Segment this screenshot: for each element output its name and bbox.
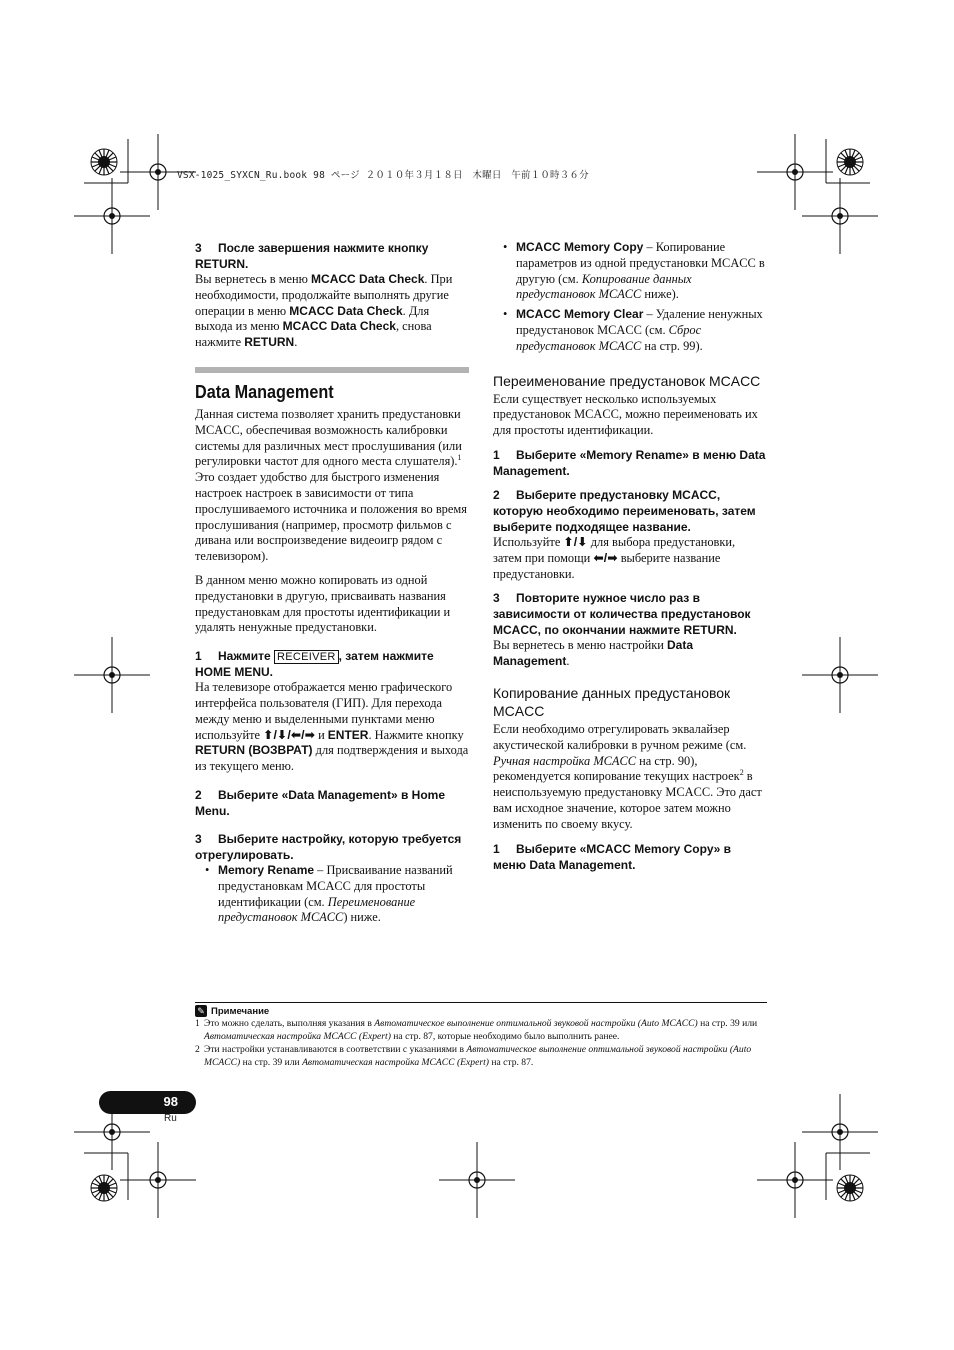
bullet-memory-clear: • MCACC Memory Clear – Удаление ненужных предустановок MCACC (см. Сброс предустановок MCACC на стр. 99). bbox=[493, 307, 767, 354]
rename-step-1: 1 Выберите «Memory Rename» в меню Data Management. bbox=[493, 447, 766, 478]
up-down-arrow-icon: ⬆/⬇ bbox=[563, 534, 588, 549]
footnote-2: 2 Эти настройки устанавливаются в соответствии с указаниями в Автоматическое выполнение оптимальной звуковой настройки (Auto MCACC) на стр. 39 или Автоматическая настройка MCACC (Expert) на стр. 87. bbox=[195, 1044, 752, 1068]
footnotes bbox=[195, 1002, 767, 1069]
step-1-heading: 1 Нажмите RECEIVER , затем нажмите HOME MENU. bbox=[195, 649, 434, 680]
note-pencil-icon: ✎ bbox=[195, 1005, 207, 1017]
step-3-heading: 3 После завершения нажмите кнопку RETURN. bbox=[195, 241, 429, 271]
page-language: Ru bbox=[164, 1113, 177, 1124]
section-title: Data Management bbox=[195, 381, 334, 402]
intro-paragraph-2: В данном меню можно копировать из одной предустановки в другую, присваивать названия предустановкам для простоты идентификации и удалять ненужные предустановки. bbox=[195, 572, 451, 635]
rename-body: Если существует несколько используемых предустановок MCACC, можно переименовать их для простоты идентификации. bbox=[493, 391, 758, 438]
step-2-heading: 2 Выберите «Data Management» в Home Menu. bbox=[195, 787, 446, 818]
left-column bbox=[195, 240, 469, 926]
notes-divider bbox=[195, 1002, 767, 1003]
subhead-copy: Копирование данных предустановок MCACC bbox=[493, 684, 731, 719]
rename-step-3: 3 Повторите нужное число раз в зависимости от количества предустановок MCACC, по окончании нажмите RETURN. bbox=[493, 591, 751, 638]
step-3b-heading: 3 Выберите настройку, которую требуется отрегулировать. bbox=[195, 831, 462, 862]
subhead-rename: Переименование предустановок MCACC bbox=[493, 372, 761, 389]
file-header: VSX-1025_SYXCN_Ru.book 98 ページ ２０１０年３月１８日 木曜日 午前１０時３６分 bbox=[177, 170, 589, 181]
bullet-memory-rename: • Memory Rename – Присваивание названий предустановкам MCACC для простоты идентификации (см. Переименование предустановок MCACC) ниже. bbox=[195, 863, 469, 926]
bullet-memory-copy: • MCACC Memory Copy – Копирование параметров из одной предустановки MCACC в другую (см. Копирование данных предустановок MCACC ниже). bbox=[493, 240, 767, 303]
copy-step-1: 1 Выберите «MCACC Memory Copy» в меню Data Management. bbox=[493, 841, 731, 872]
left-right-arrow-icon: ⬅/➡ bbox=[593, 550, 618, 565]
intro-paragraph-1: Данная система позволяет хранить предустановки MCACC, обеспечивая возможность калибровки системы для различных мест прослушивания (или регулировки частот для одного места слушателя).$^1$ Это создает удобство для быстрого изменения настроек настроек в зависимости от типа прослушиваемого источника и положения во время прослушивания (например, просмотр фильмов с дивана или воспроизведение видеоигр рядом с телевизором). bbox=[195, 406, 467, 564]
notes-title: Примечание bbox=[211, 1005, 270, 1017]
rename-step-2-body: Используйте ⬆/⬇ для выбора предустановки, затем при помощи ⬅/➡ выберите название предустановки. bbox=[493, 534, 736, 581]
page-number-tab bbox=[99, 1091, 196, 1114]
copy-body: Если необходимо отрегулировать эквалайзер акустической калибровки в ручном режиме (см. Ручная настройка MCACC на стр. 90), рекомендуется копирование текущих настроек$^2$ в неиспользуемую предустановку MCACC. Это даст вам исходное значение, которое затем можно изменить по своему вкусу. bbox=[493, 721, 762, 831]
footnote-1: 1 Это можно сделать, выполняя указания в Автоматическое выполнение оптимальной звуковой настройки (Auto MCACC) на стр. 39 или Автоматическая настройка MCACC (Expert) на стр. 87, которые необходимо было выполнить ранее. bbox=[195, 1018, 758, 1042]
arrow-keys-icon: ⬆/⬇/⬅/➡ bbox=[263, 727, 315, 742]
page-number: 98 bbox=[163, 1094, 178, 1109]
section-divider bbox=[195, 367, 469, 373]
rename-step-2: 2 Выберите предустановку MCACC, которую необходимо переименовать, затем выберите подходящее название. bbox=[493, 487, 756, 534]
right-column bbox=[493, 240, 767, 873]
receiver-key-icon: RECEIVER bbox=[274, 650, 339, 664]
step-1-body: На телевизоре отображается меню графического интерфейса пользователя (ГИП). Для перехода между меню и выделенными пунктами меню используйте ⬆/⬇/⬅/➡ и ENTER. Нажмите кнопку RETURN (ВОЗВРАТ) для подтверждения и выхода из текущего меню. bbox=[195, 680, 469, 774]
rename-step-3-body: Вы вернетесь в меню настройки Data Management. bbox=[493, 638, 694, 669]
step-3-body: Вы вернетесь в меню MCACC Data Check. При необходимости, продолжайте выполнять другие операции в меню MCACC Data Check. Для выхода из меню MCACC Data Check, снова нажмите RETURN. bbox=[195, 272, 453, 350]
